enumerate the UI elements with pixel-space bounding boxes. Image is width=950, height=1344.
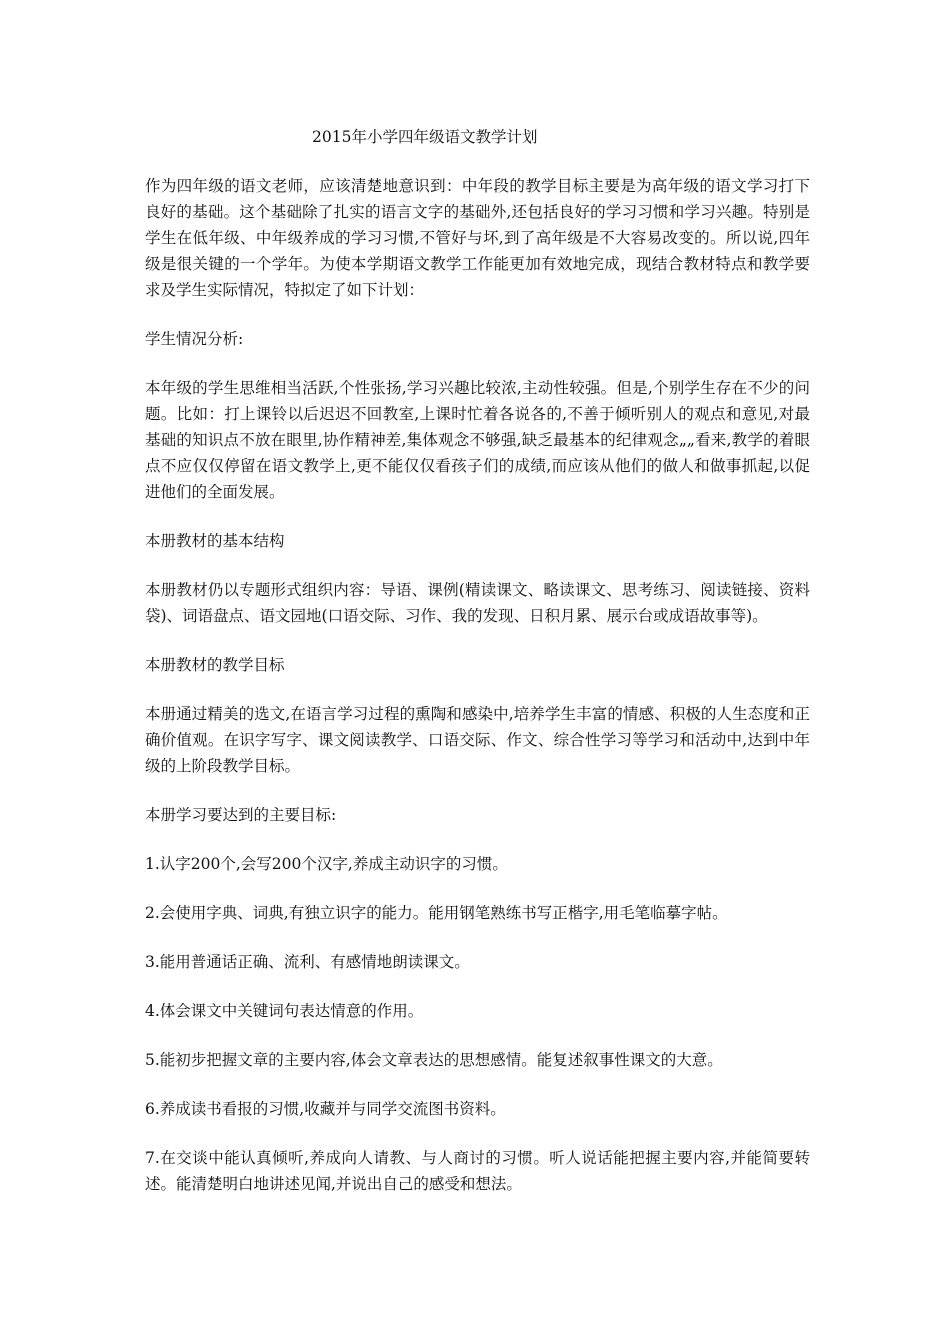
goal-item-2: 2.会使用字典、词典,有独立识字的能力。能用钢笔熟练书写正楷字,用毛笔临摹字帖。	[145, 904, 728, 922]
goal-item-6: 6.养成读书看报的习惯,收藏并与同学交流图书资料。	[145, 1100, 506, 1118]
section-heading-textbook-structure: 本册教材的基本结构	[145, 532, 285, 550]
document-page	[145, 124, 810, 1220]
goal-item-5: 5.能初步把握文章的主要内容,体会文章表达的思想感情。能复述叙事性课文的大意。	[145, 1051, 723, 1069]
goal-item-4: 4.体会课文中关键词句表达情意的作用。	[145, 1002, 424, 1020]
paragraph-student-analysis: 本年级的学生思维相当活跃,个性张扬,学习兴趣比较浓,主动性较强。但是,个别学生存在不少的问题。比如：打上课铃以后迟迟不回教室,上课时忙着各说各的,不善于倾听别人的观点和意见,对最基础的知识点不放在眼里,协作精神差,集体观念不够强,缺乏最基本的纪律观念„„看来,教学的着眼点不应仅仅停留在语文教学上,更不能仅仅看孩子们的成绩,而应该从他们的做人和做事抓起,以促进他们的全面发展。	[145, 379, 810, 501]
paragraph-intro: 作为四年级的语文老师，应该清楚地意识到：中年段的教学目标主要是为高年级的语文学习打下良好的基础。这个基础除了扎实的语言文字的基础外,还包括良好的学习习惯和学习兴趣。特别是学生在低年级、中年级养成的学习习惯,不管好与坏,到了高年级是不大容易改变的。所以说,四年级是很关键的一个学年。为使本学期语文教学工作能更加有效地完成，现结合教材特点和教学要求及学生实际情况，特拟定了如下计划：	[145, 177, 810, 299]
goal-item-3: 3.能用普通话正确、流利、有感情地朗读课文。	[145, 953, 470, 971]
document-title: 2015年小学四年级语文教学计划	[312, 128, 538, 146]
section-heading-teaching-goals: 本册教材的教学目标	[145, 656, 285, 674]
goal-item-1: 1.认字200个,会写200个汉字,养成主动识字的习惯。	[145, 855, 508, 873]
paragraph-textbook-structure: 本册教材仍以专题形式组织内容：导语、课例(精读课文、略读课文、思考练习、阅读链接、资料袋)、词语盘点、语文园地(口语交际、习作、我的发现、日积月累、展示台或成语故事等)。	[145, 581, 810, 625]
section-heading-main-goals: 本册学习要达到的主要目标:	[145, 806, 337, 824]
section-heading-student-analysis: 学生情况分析:	[145, 330, 244, 348]
goal-item-7: 7.在交谈中能认真倾听,养成向人请教、与人商讨的习惯。听人说话能把握主要内容,并能简要转述。能清楚明白地讲述见闻,并说出自己的感受和想法。	[145, 1149, 810, 1193]
paragraph-teaching-goals: 本册通过精美的选文,在语言学习过程的熏陶和感染中,培养学生丰富的情感、积极的人生态度和正确价值观。在识字写字、课文阅读教学、口语交际、作文、综合性学习等学习和活动中,达到中年级的上阶段教学目标。	[145, 705, 810, 775]
